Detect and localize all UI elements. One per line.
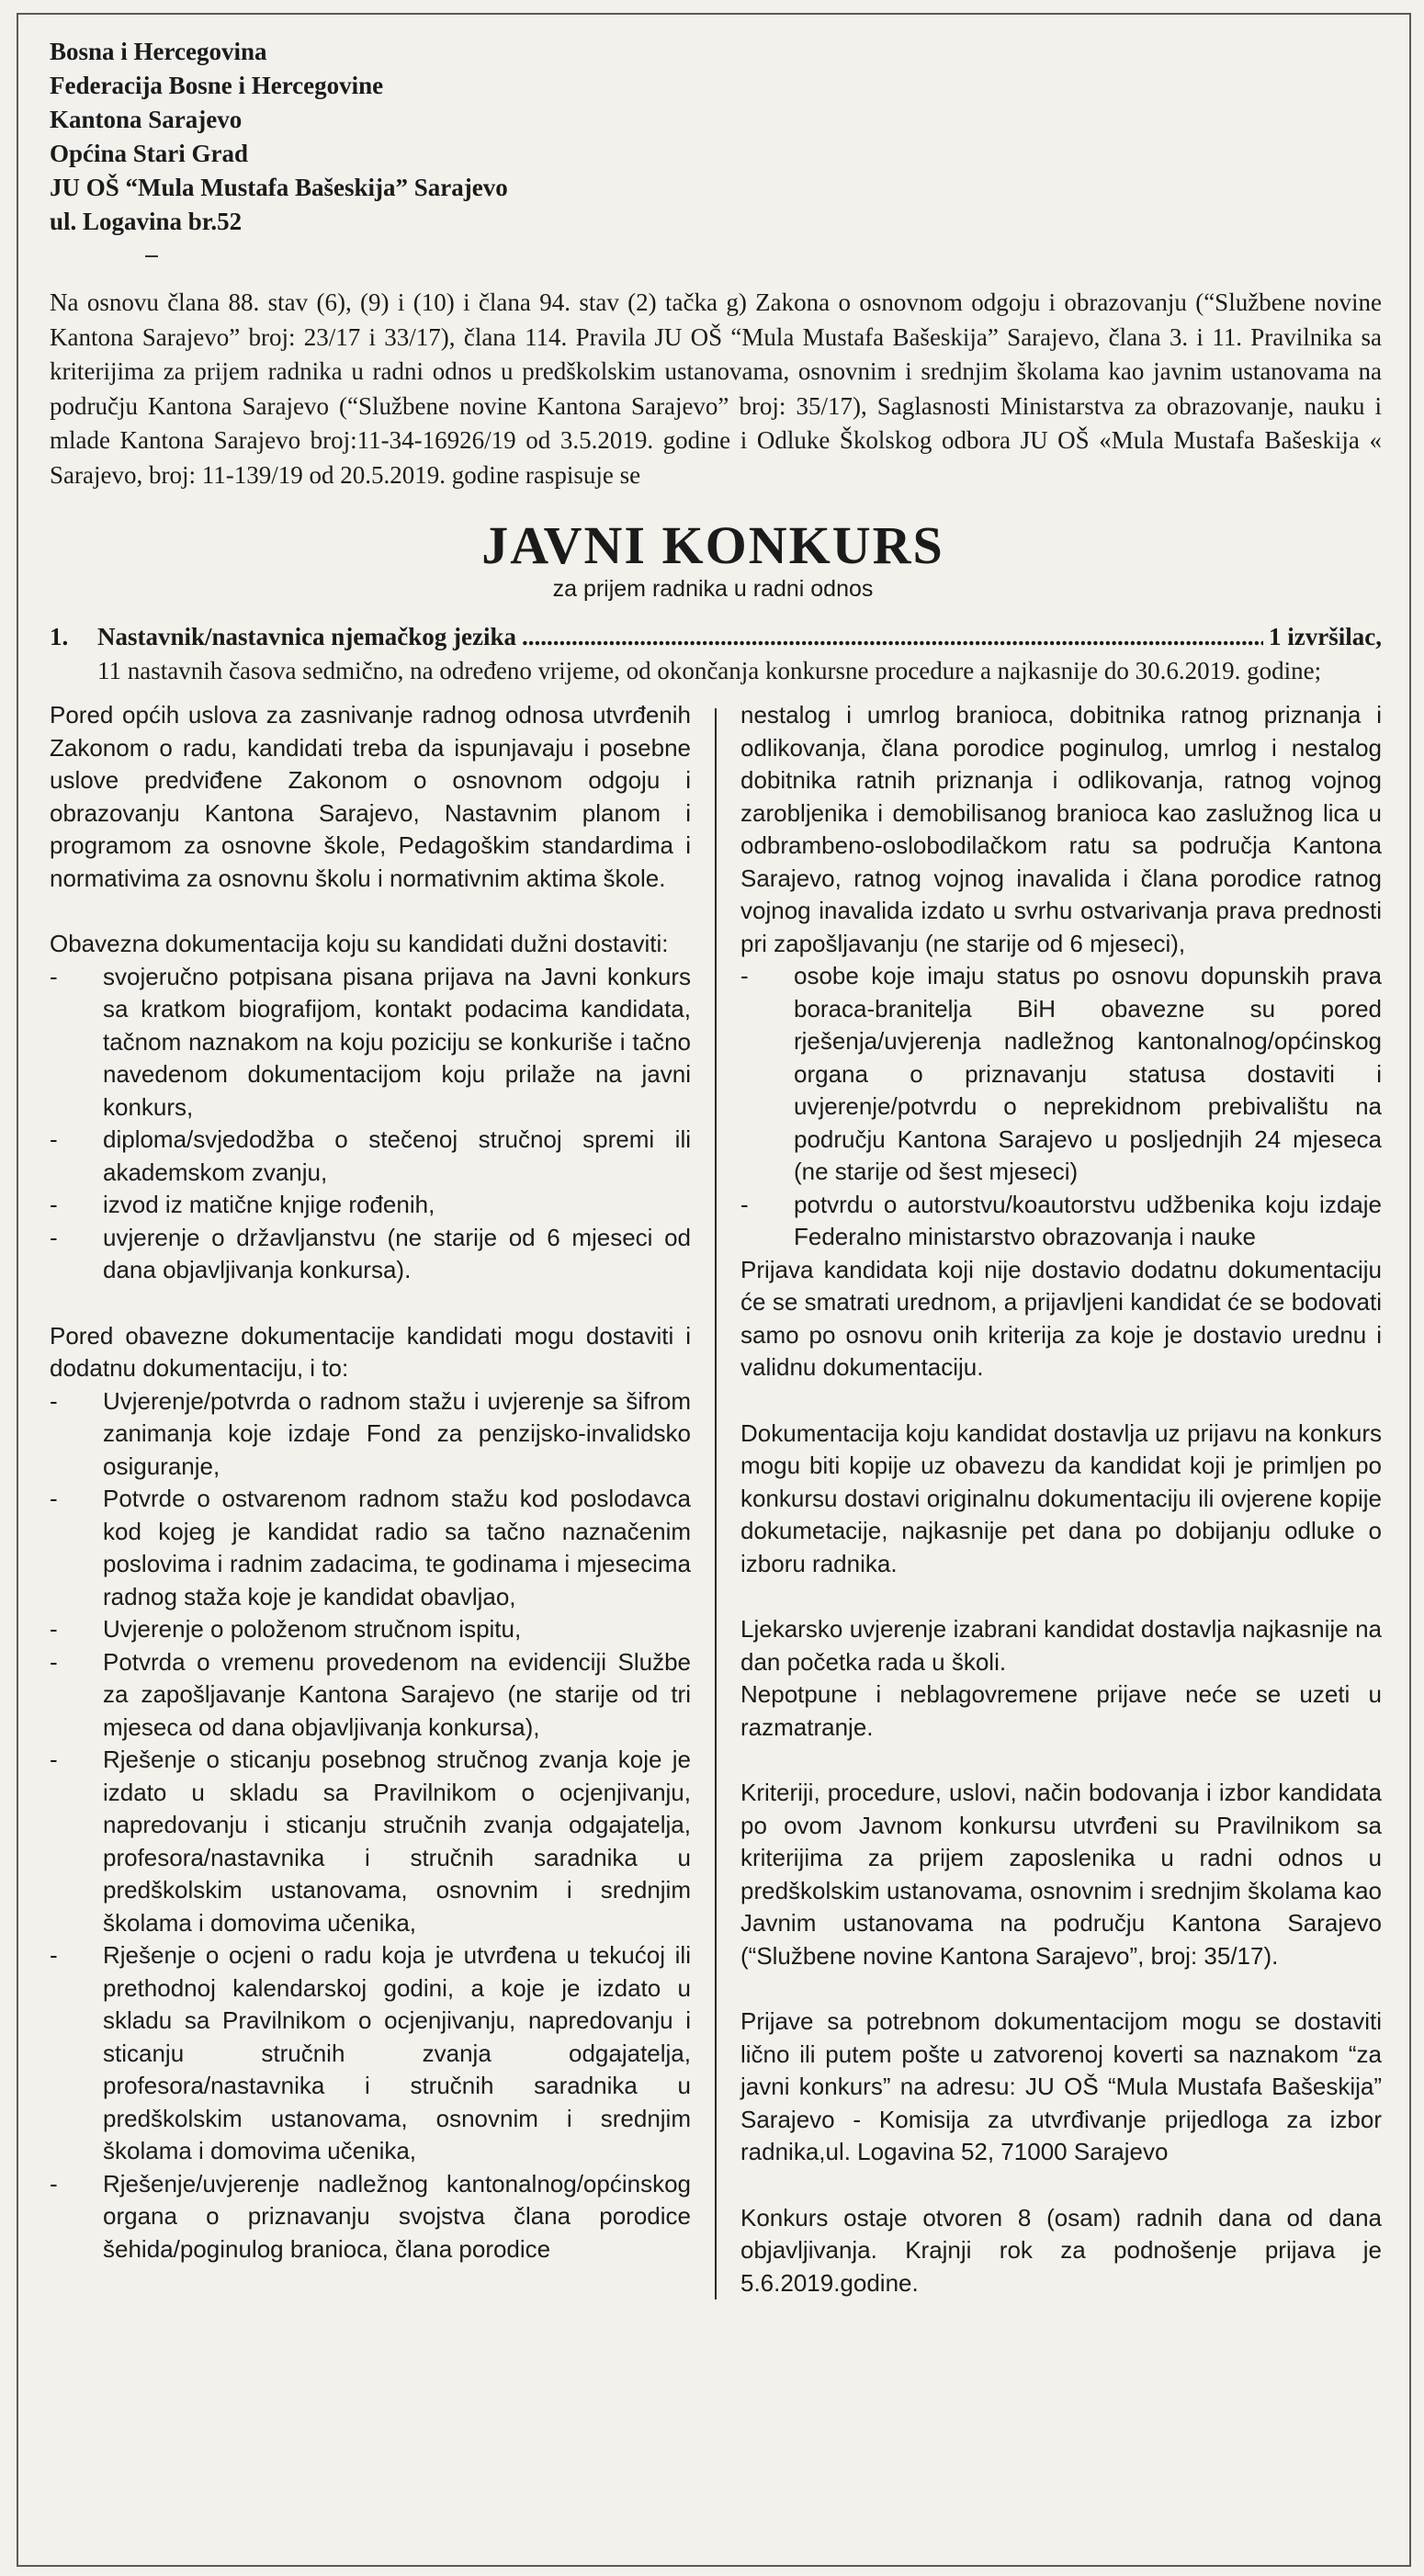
header-line: Kantona Sarajevo [50,106,243,133]
medical-certificate-paragraph: Ljekarsko uvjerenje izabrani kandidat dostavlja najkasnije na dan početka rada u školi. [740,1615,1382,1676]
issuer-header [50,35,1382,239]
position-entry [50,620,1382,688]
list-item: nestalog i umrlog branioca, dobitnika ratnog priznanja i odlikovanja, člana porodice poginulog, umrlog i nestalog dobitnika ratnih priznanja i odlikovanja, ratnog vojnog zarobljenika i demobilisanog branioca kao zaslužnog lica u odbrambeno-oslobodilačkom ratu sa područja Kantona Sarajevo, ratnog vojnog inavalida i člana porodice ratnog vojnog inavalida izdato u svrhu ostvarivanja prava prednosti pri zapošljavanju (ne starije od 6 mjeseci), [740,701,1382,957]
list-item: - Rješenje o ocjeni o radu koja je utvrđena u tekućoj ili prethodnoj kalendarskoj godini, a koje je izdato u skladu sa Pravilnikom o ocjenjivanju, napredovanju i sticanju stručnih zvanja odgajatelja, profesora/nastavnika i stručnih saradnika u predškolskim ustanovama, osnovnim i srednjim školama i domovima učenika, [50,1939,691,2168]
right-column [717,699,1382,2299]
position-count: 1 izvršilac, [1269,623,1382,650]
two-column-body [50,699,1382,2299]
list-item: - Potvrda o vremenu provedenom na evidenciji Službe za zapošljavanje Kantona Sarajevo (ne starije od tri mjeseca od dana objavljivanja konkursa), [50,1646,691,1745]
additional-docs-list-continued [740,699,1382,1254]
header-line: JU OŠ “Mula Mustafa Bašeskija” Sarajevo [50,174,508,201]
position-name: Nastavnik/nastavnica njemačkog jezika [97,623,517,650]
position-number: 1. [50,623,69,650]
list-item: - osobe koje imaju status po osnovu dopunskih prava boraca-branitelja BiH obavezne su pored rješenja/uvjerenja nadležnog kantonalnog/općinskog organa o priznavanju statusa dostaviti i uvjerenje/potvrdu o neprekidnom prebivalištu na području Kantona Sarajevo u posljednjih 24 mjeseca (ne starije od šest mjeseci) [740,960,1382,1189]
mandatory-docs-list [50,961,691,1287]
list-item: - uvjerenje o državljanstvu (ne starije od 6 mjeseci od dana objavljivanja konkursa). [50,1222,691,1287]
legal-basis-paragraph: Na osnovu člana 88. stav (6), (9) i (10) i člana 94. stav (2) tačka g) Zakona o osnovnom odgoju i obrazovanju (“Službene novine Kantona Sarajevo” broj: 23/17 i 33/17), člana 114. Pravila JU OŠ “Mula Mustafa Bašeskija” Sarajevo, člana 3. i 11. Pravilnika sa kriterijima za prijem radnika u radni odnos u predškolskim ustanovama, osnovnim i srednjim školama kao javnim ustanovama na području Kantona Sarajevo (“Službene novine Kantona Sarajevo” broj: 35/17), Saglasnosti Ministarstva za obrazovanje, nauku i mlade Kantona Sarajevo broj:11-34-16926/19 od 3.5.2019. godine i Odluke Školskog odbora JU OŠ «Mula Mustafa Bašeskija « Sarajevo, broj: 11-139/19 od 20.5.2019. godine raspisuje se [50,288,1382,489]
header-line: Bosna i Hercegovina [50,38,267,65]
list-item: - Uvjerenje o položenom stručnom ispitu, [50,1613,691,1646]
left-column [50,699,715,2299]
header-line: ul. Logavina br.52 [50,208,243,235]
mandatory-docs-heading: Obavezna dokumentacija koju su kandidati dužni dostaviti: [50,930,669,957]
dot-leader [522,620,1263,654]
copies-paragraph: Dokumentacija koju kandidat dostavlja uz prijavu na konkurs mogu biti kopije uz obavezu da kandidat koji je primljen po konkursu dostavi originalnu dokumentaciju ili ovjerene kopije dokumetacije, najkasnije pet dana po dobijanju odluke o izboru radnika. [740,1418,1382,1577]
header-rule [145,255,158,257]
list-item: - potvrdu o autorstvu/koautorstvu udžbenika koju izdaje Federalno ministarstvo obrazovanja i nauke [740,1189,1382,1254]
list-item: - Potvrde o ostvarenom radnom stažu kod poslodavca kod kojeg je kandidat radio sa tačno naznačenim poslovima i radnim zadacima, te godinama i mjesecima radnog staža koje je kandidat obavljao, [50,1483,691,1613]
header-line: Općina Stari Grad [50,140,249,167]
list-item: - Uvjerenje/potvrda o radnom stažu i uvjerenje sa šifrom zanimanja koje izdaje Fond za penzijsko-invalidsko osiguranje, [50,1385,691,1484]
position-details: 11 nastavnih časova sedmično, na određeno vrijeme, od okončanja konkursne procedure a najkasnije do 30.6.2019. godine; [97,657,1322,684]
list-item: - Rješenje o sticanju posebnog stručnog zvanja koje je izdato u skladu sa Pravilnikom o ocjenjivanju, napredovanju i sticanju stručnih zvanja odgajatelja, profesora/nastavnika i stručnih saradnika u predškolskim ustanovama, osnovnim i srednjim školama i domovima učenika, [50,1744,691,1939]
header-line: Federacija Bosne i Hercegovine [50,72,384,99]
position-line [50,620,1382,654]
list-item: - svojeručno potpisana pisana prijava na Javni konkurs sa kratkom biografijom, kontakt podacima kandidata, tačnom naznakom na koju poziciju se konkuriše i tačno navedenom dokumentacijom koju prilaže na javni konkurs, [50,961,691,1124]
submission-paragraph: Prijave sa potrebnom dokumentacijom mogu se dostaviti lično ili putem pošte u zatvorenoj koverti sa naznakom “za javni konkurs” na adresu: JU OŠ “Mula Mustafa Bašeskija” Sarajevo - Komisija za utvrđivanje prijedloga za izbor radnika,ul. Logavina 52, 71000 Sarajevo [740,2007,1382,2165]
additional-docs-list [50,1385,691,2266]
list-item: - izvod iz matične knjige rođenih, [50,1189,691,1222]
deadline-paragraph: Konkurs ostaje otvoren 8 (osam) radnih dana od dana objavljivanja. Krajnji rok za podnošenje prijava je 5.6.2019.godine. [740,2203,1382,2297]
list-item: - diploma/svjedodžba o stečenoj stručnoj spremi ili akademskom zvanju, [50,1124,691,1189]
page-title: JAVNI KONKURS [481,515,944,575]
page-subtitle: za prijem radnika u radni odnos [552,576,874,602]
late-applications-paragraph: Nepotpune i neblagovremene prijave neće se uzeti u razmatranje. [740,1680,1382,1741]
criteria-paragraph: Kriteriji, procedure, uslovi, način bodovanja i izbor kandidata po ovom Javnom konkursu utvrđeni su Pravilnikom sa kriterijima za prijem zaposlenika u radni odnos u predškolskim ustanovama, osnovnim i srednjim školama kao Javnim ustanovama na području Kantona Sarajevo (“Službene novine Kantona Sarajevo”, broj: 35/17). [740,1779,1382,1970]
list-item: - Rješenje/uvjerenje nadležnog kantonalnog/općinskog organa o priznavanju svojstva člana porodice šehida/poginulog branioca, člana porodice [50,2168,691,2266]
general-conditions-paragraph: Pored općih uslova za zasnivanje radnog odnosa utvrđenih Zakonom o radu, kandidati treba da ispunjavaju i posebne uslove predviđene Zakonom o osnovnom odgoju i obrazovanju Kantona Sarajevo, Nastavnim planom i programom za osnovne škole, Pedagoškim standardima i normativima za osnovnu školu i normativnim aktima škole. [50,701,691,892]
incomplete-docs-paragraph: Prijava kandidata koji nije dostavio dodatnu dokumentaciju će se smatrati urednom, a prijavljeni kandidat će se bodovati samo po osnovu onih kriterija za koje je dostavio urednu i validnu dokumentaciju. [740,1255,1382,1381]
additional-docs-heading: Pored obavezne dokumentacije kandidati mogu dostaviti i dodatnu dokumentaciju, i to: [50,1321,691,1382]
